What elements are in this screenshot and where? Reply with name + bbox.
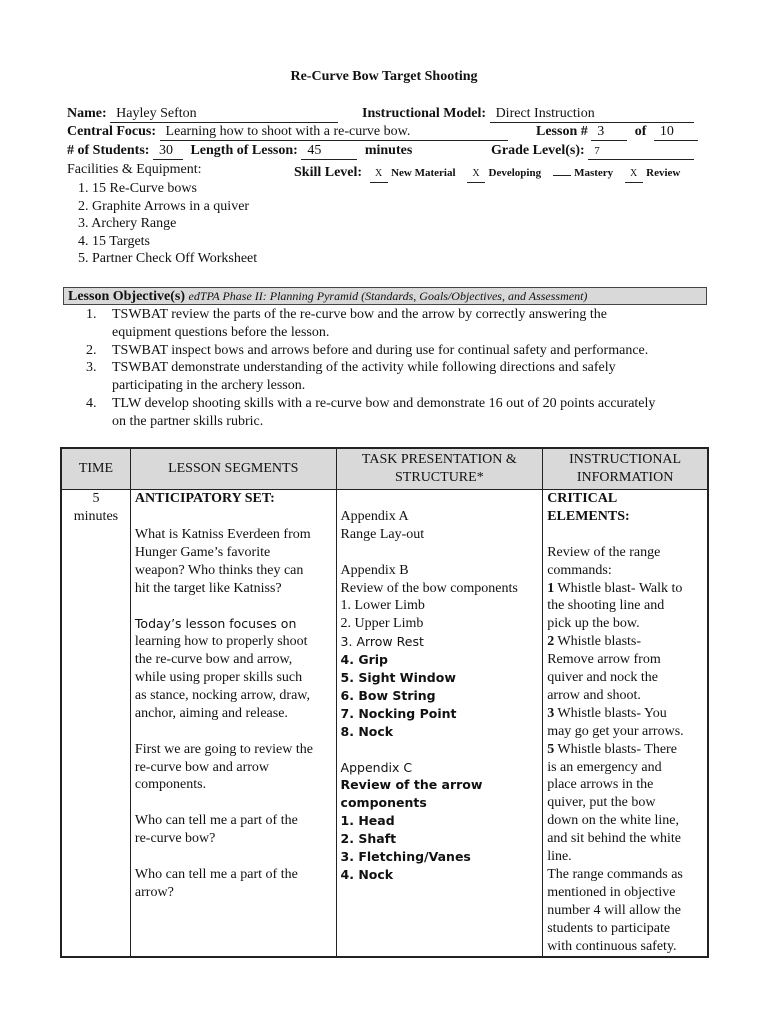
segments-cell (130, 490, 336, 957)
objective-item (86, 395, 711, 431)
segment-text: learning how to properly shoot (134, 634, 308, 650)
table-row (62, 490, 708, 957)
segment-text: components. (134, 777, 207, 793)
minutes-label: minutes (364, 143, 413, 158)
task-text: 1. Head (340, 813, 395, 829)
length-label: Length of Lesson: (190, 143, 298, 158)
segment-text: Today’s lesson focuses on (134, 616, 297, 632)
segment-text: Who can tell me a part of the (134, 866, 298, 882)
task-text: Appendix C (340, 759, 413, 775)
segment-text: as stance, nocking arrow, draw, (134, 687, 310, 703)
info-text: 2 Whistle blasts- (547, 634, 642, 650)
info-cell (543, 490, 708, 957)
grade-row (491, 142, 694, 160)
info-text: is an emergency and (547, 759, 662, 775)
skill-option-developing: Developing (488, 167, 542, 179)
task-text: Review of the arrow (340, 777, 483, 793)
students-field: 30 (153, 143, 183, 160)
header-time: TIME (62, 449, 131, 490)
length-field: 45 (301, 143, 357, 160)
lesson-label: Lesson # (536, 124, 588, 139)
task-text: 1. Lower Limb (340, 598, 425, 614)
task-text: 4. Nock (340, 866, 394, 882)
task-text: components (340, 795, 427, 811)
focus-label: Central Focus: (67, 124, 157, 139)
info-text: Remove arrow from (547, 652, 661, 668)
objective-item (86, 342, 711, 360)
task-text: 3. Fletching/Vanes (340, 849, 471, 865)
info-text: students to participate (547, 920, 671, 936)
time-cell (62, 490, 131, 957)
header-task-presentation: TASK PRESENTATION & STRUCTURE* (336, 449, 543, 490)
of-label: of (634, 124, 647, 139)
skill-option-new-material: New Material (391, 167, 456, 179)
segment-text: hit the target like Katniss? (134, 580, 282, 596)
lesson-row (536, 123, 698, 141)
info-text: mentioned in objective (547, 884, 676, 900)
objective-text: equipment questions before the lesson. (112, 324, 330, 340)
objectives-subtitle: edTPA Phase II: Planning Pyramid (Standards, Goals/Objectives, and Assessment) (188, 289, 588, 303)
list-item: 1. 15 Re-Curve bows (78, 181, 197, 196)
info-text: Review of the range (547, 544, 661, 560)
objectives-label: Lesson Objective(s) (68, 289, 186, 304)
task-text: 5. Sight Window (340, 670, 456, 686)
model-row (362, 105, 694, 123)
model-label: Instructional Model: (362, 106, 487, 121)
info-text: 1 Whistle blast- Walk to (547, 580, 683, 596)
segment-heading: ANTICIPATORY SET: (134, 491, 275, 506)
time-unit: minutes (73, 508, 119, 524)
skill-check-new-material[interactable]: X (370, 168, 388, 183)
task-text: 3. Arrow Rest (340, 634, 424, 650)
segment-text: weapon? Who thinks they can (134, 562, 304, 578)
document-title: Re-Curve Bow Target Shooting (290, 69, 478, 84)
task-text: 2. Upper Limb (340, 616, 424, 632)
of-field: 10 (654, 124, 698, 141)
list-item: 5. Partner Check Off Worksheet (78, 251, 258, 267)
objective-number: 1. (86, 307, 97, 322)
segment-text: arrow? (134, 884, 174, 900)
segment-text: re-curve bow? (134, 831, 216, 847)
info-text: quiver and nock the (547, 670, 658, 686)
info-heading: CRITICAL (547, 491, 618, 506)
task-text: Range Lay-out (340, 526, 425, 542)
model-field: Direct Instruction (490, 106, 694, 123)
segment-text: What is Katniss Everdeen from (134, 526, 311, 542)
objective-text: TLW develop shooting skills with a re-curve bow and demonstrate 16 out of 20 points accurately (112, 396, 656, 411)
task-cell (336, 490, 543, 957)
objective-text: TSWBAT inspect bows and arrows before and during use for continual safety and performance. (112, 343, 649, 358)
objective-number: 3. (86, 360, 97, 375)
info-text: may go get your arrows. (547, 723, 684, 739)
objective-text: participating in the archery lesson. (112, 377, 306, 393)
info-text: line. (547, 849, 572, 865)
students-label: # of Students: (67, 143, 150, 158)
task-text: 4. Grip (340, 652, 389, 668)
task-text: 2. Shaft (340, 831, 397, 847)
name-label: Name: (67, 106, 107, 121)
info-heading: ELEMENTS: (547, 508, 630, 524)
list-item: 2. Graphite Arrows in a quiver (78, 198, 250, 214)
table-header-row (62, 449, 708, 490)
facilities-list (78, 180, 257, 268)
task-text: Appendix B (340, 562, 409, 578)
objective-text: TSWBAT demonstrate understanding of the activity while following directions and safely (112, 360, 616, 375)
objectives-header (63, 287, 707, 305)
info-text: commands: (547, 562, 612, 578)
info-text: pick up the bow. (547, 616, 640, 632)
skill-option-mastery: Mastery (574, 167, 614, 179)
list-item: 3. Archery Range (78, 216, 177, 232)
objective-item (86, 306, 711, 342)
grade-label: Grade Level(s): (491, 143, 585, 158)
name-field: Hayley Sefton (110, 106, 338, 123)
segment-text: First we are going to review the (134, 741, 313, 757)
info-text: down on the white line, (547, 813, 679, 829)
objective-number: 4. (86, 396, 97, 411)
lesson-plan-table (61, 448, 708, 957)
task-text: 6. Bow String (340, 687, 436, 703)
facilities-label: Facilities & Equipment: (67, 162, 202, 177)
segment-text: re-curve bow and arrow (134, 759, 270, 775)
segment-text: while using proper skills such (134, 670, 303, 686)
segment-text: Hunger Game’s favorite (134, 544, 271, 560)
header-instructional-information: INSTRUCTIONAL INFORMATION (543, 449, 708, 490)
skill-check-developing[interactable]: X (467, 168, 485, 183)
info-text: The range commands as (547, 867, 683, 883)
info-text: number 4 will allow the (547, 902, 681, 918)
name-row (67, 105, 338, 123)
task-text: Appendix A (340, 508, 409, 524)
info-text: with continuous safety. (547, 938, 677, 954)
info-text: place arrows in the (547, 777, 654, 793)
skill-check-review[interactable]: X (625, 168, 643, 183)
objective-text: on the partner skills rubric. (112, 413, 264, 429)
segment-text: the re-curve bow and arrow, (134, 652, 293, 668)
info-text: and sit behind the white (547, 831, 681, 847)
students-row (67, 142, 412, 160)
segment-text: anchor, aiming and release. (134, 705, 288, 721)
lesson-field: 3 (591, 124, 627, 141)
task-text: 8. Nock (340, 723, 394, 739)
objective-number: 2. (86, 343, 97, 358)
skill-check-mastery[interactable] (553, 161, 571, 176)
focus-row (67, 123, 508, 141)
info-text: 5 Whistle blasts- There (547, 741, 677, 757)
segment-text: Who can tell me a part of the (134, 813, 298, 829)
focus-field: Learning how to shoot with a re-curve bow. (160, 124, 508, 141)
grade-field: 7 (588, 143, 694, 160)
skill-label: Skill Level: (294, 165, 363, 180)
header-lesson-segments: LESSON SEGMENTS (130, 449, 336, 490)
info-text: quiver, put the bow (547, 795, 656, 811)
task-text: 7. Nocking Point (340, 705, 457, 721)
objective-text: TSWBAT review the parts of the re-curve bow and the arrow by correctly answering the (112, 307, 608, 322)
info-text: arrow and shoot. (547, 687, 641, 703)
info-text: the shooting line and (547, 598, 665, 614)
list-item: 4. 15 Targets (78, 233, 150, 249)
time-value: 5 (92, 491, 100, 506)
task-text: Review of the bow components (340, 580, 518, 596)
skill-option-review: Review (646, 167, 681, 179)
info-text: 3 Whistle blasts- You (547, 705, 667, 721)
skill-row (294, 161, 680, 179)
objective-item (86, 359, 711, 395)
